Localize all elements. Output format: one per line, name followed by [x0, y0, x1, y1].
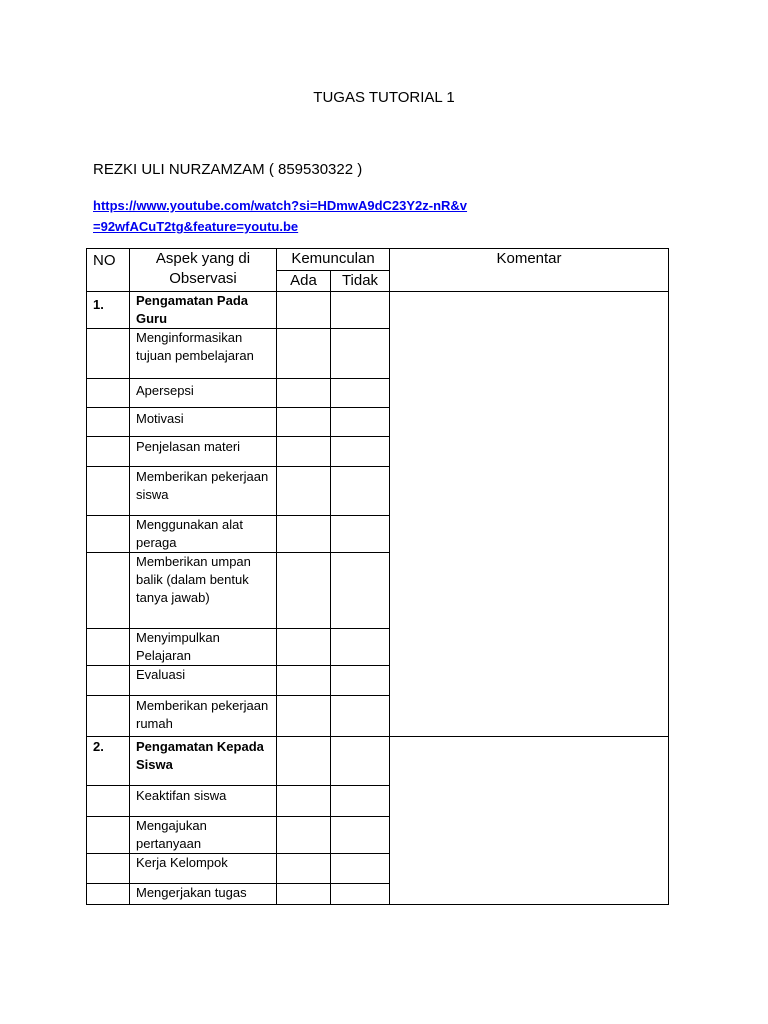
section-row [87, 737, 669, 786]
ada-cell[interactable] [277, 786, 331, 817]
tidak-cell[interactable] [331, 696, 390, 737]
no-cell [87, 817, 130, 854]
ada-cell[interactable] [277, 553, 331, 629]
aspect-item: Motivasi [130, 408, 277, 437]
header-komentar: Komentar [390, 249, 669, 292]
tidak-cell[interactable] [331, 666, 390, 696]
ada-cell[interactable] [277, 329, 331, 379]
komentar-cell[interactable] [390, 737, 669, 905]
header-tidak: Tidak [331, 271, 390, 292]
ada-cell[interactable] [277, 408, 331, 437]
header-kemunculan: Kemunculan [277, 249, 390, 271]
tidak-cell[interactable] [331, 329, 390, 379]
aspect-item: Memberikan pekerjaan siswa [130, 467, 277, 516]
komentar-cell[interactable] [390, 292, 669, 737]
no-cell [87, 786, 130, 817]
aspect-item: Keaktifan siswa [130, 786, 277, 817]
section-number: 2. [87, 737, 130, 786]
aspect-item: Menggunakan alat peraga [130, 516, 277, 553]
ada-cell[interactable] [277, 737, 331, 786]
no-cell [87, 408, 130, 437]
aspect-item: Menyimpulkan Pelajaran [130, 629, 277, 666]
tidak-cell[interactable] [331, 467, 390, 516]
no-cell [87, 437, 130, 467]
ada-cell[interactable] [277, 666, 331, 696]
observation-table [86, 248, 669, 905]
ada-cell[interactable] [277, 467, 331, 516]
ada-cell[interactable] [277, 817, 331, 854]
no-cell [87, 696, 130, 737]
header-ada: Ada [277, 271, 331, 292]
document-title: TUGAS TUTORIAL 1 [313, 89, 455, 106]
no-cell [87, 666, 130, 696]
tidak-cell[interactable] [331, 817, 390, 854]
ada-cell[interactable] [277, 854, 331, 884]
no-cell [87, 553, 130, 629]
author-line: REZKI ULI NURZAMZAM ( 859530322 ) [93, 161, 363, 178]
ada-cell[interactable] [277, 292, 331, 329]
no-cell [87, 884, 130, 905]
no-cell [87, 854, 130, 884]
aspect-item: Memberikan umpan balik (dalam bentuk tanya jawab) [130, 553, 277, 629]
aspect-item: Memberikan pekerjaan rumah [130, 696, 277, 737]
video-link[interactable]: https://www.youtube.com/watch?si=HDmwA9dC23Y2z-nR&v=92wfACuT2tg&feature=youtu.be [93, 198, 468, 234]
tidak-cell[interactable] [331, 292, 390, 329]
no-cell [87, 629, 130, 666]
no-cell [87, 329, 130, 379]
ada-cell[interactable] [277, 629, 331, 666]
aspect-item: Evaluasi [130, 666, 277, 696]
header-aspek: Aspek yang di Observasi [130, 249, 277, 292]
tidak-cell[interactable] [331, 884, 390, 905]
aspect-item: Penjelasan materi [130, 437, 277, 467]
tidak-cell[interactable] [331, 408, 390, 437]
tidak-cell[interactable] [331, 786, 390, 817]
aspect-item: Kerja Kelompok [130, 854, 277, 884]
aspect-item: Mengajukan pertanyaan [130, 817, 277, 854]
ada-cell[interactable] [277, 884, 331, 905]
no-cell [87, 379, 130, 408]
header-no: NO [87, 249, 130, 292]
no-cell [87, 516, 130, 553]
aspect-item: Apersepsi [130, 379, 277, 408]
section-title: Pengamatan Pada Guru [130, 292, 277, 329]
section-row [87, 292, 669, 329]
section-number: 1. [87, 292, 130, 329]
aspect-item: Mengerjakan tugas [130, 884, 277, 905]
ada-cell[interactable] [277, 437, 331, 467]
tidak-cell[interactable] [331, 516, 390, 553]
section-title: Pengamatan Kepada Siswa [130, 737, 277, 786]
tidak-cell[interactable] [331, 553, 390, 629]
tidak-cell[interactable] [331, 437, 390, 467]
no-cell [87, 467, 130, 516]
tidak-cell[interactable] [331, 379, 390, 408]
tidak-cell[interactable] [331, 629, 390, 666]
aspect-item: Menginformasikan tujuan pembelajaran [130, 329, 277, 379]
ada-cell[interactable] [277, 379, 331, 408]
ada-cell[interactable] [277, 516, 331, 553]
tidak-cell[interactable] [331, 737, 390, 786]
tidak-cell[interactable] [331, 854, 390, 884]
ada-cell[interactable] [277, 696, 331, 737]
